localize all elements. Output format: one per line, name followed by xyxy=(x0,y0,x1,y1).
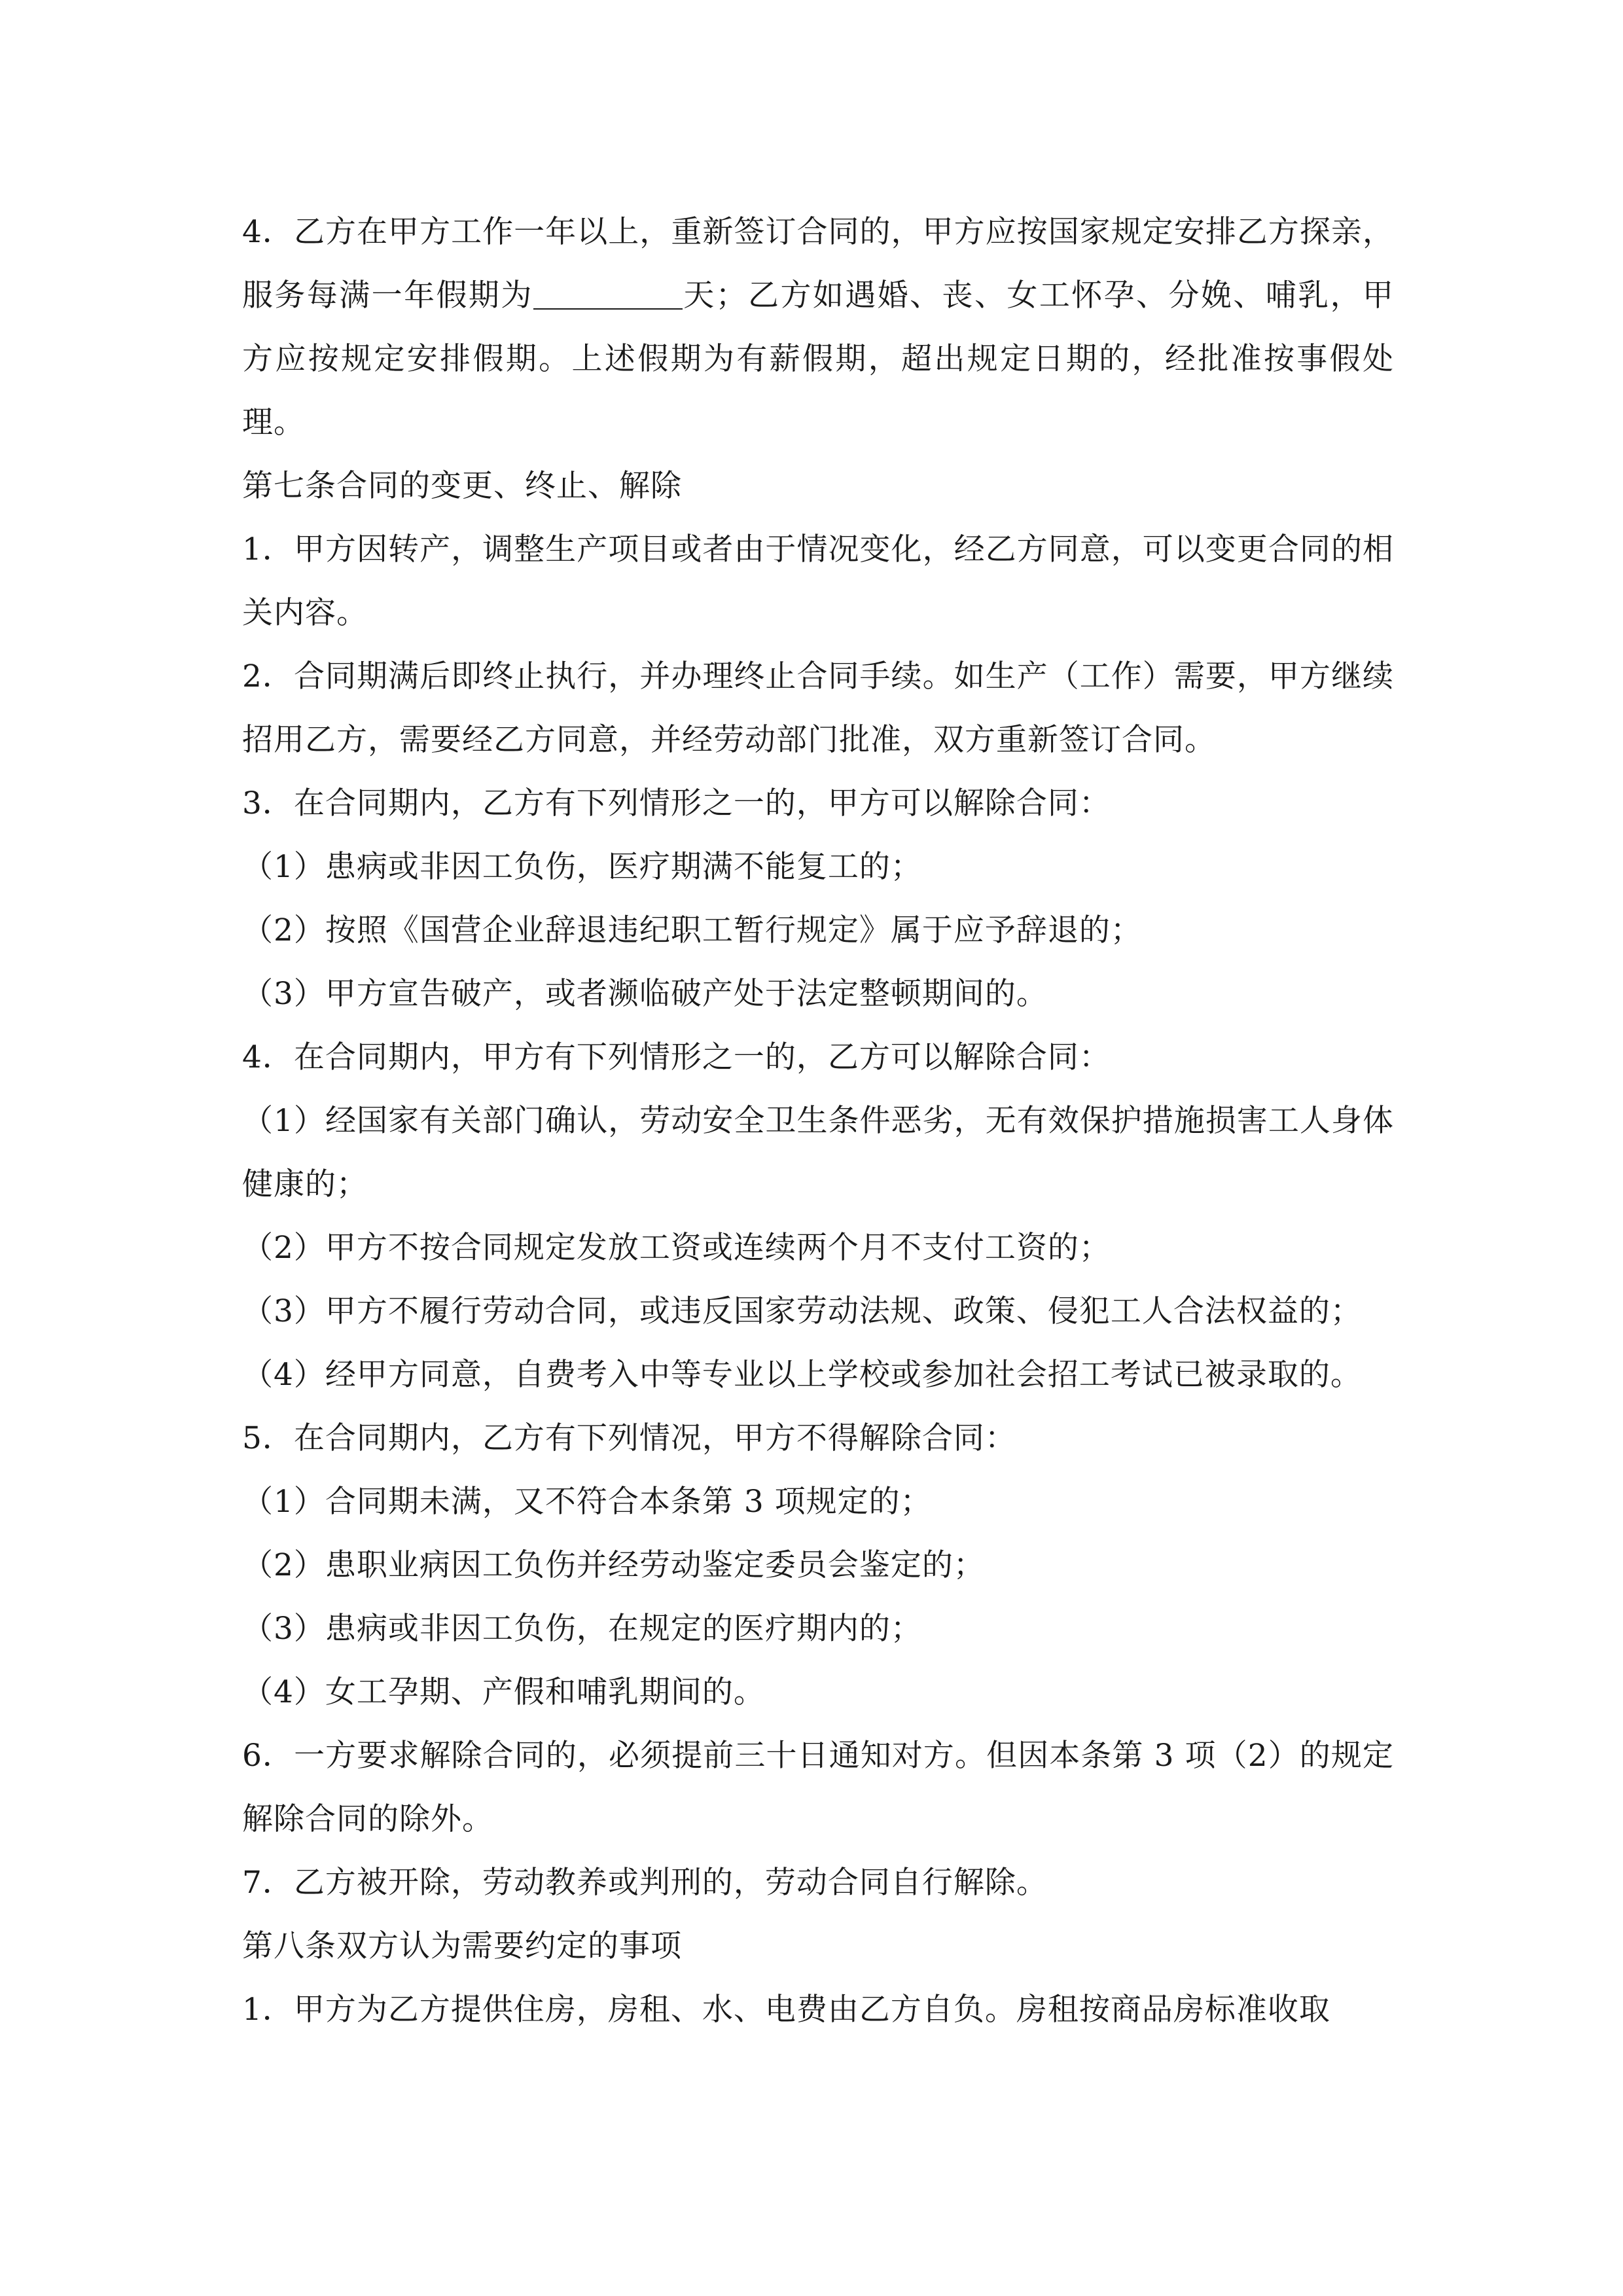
list-item: （2）甲方不按合同规定发放工资或连续两个月不支付工资的； xyxy=(242,1230,1111,1266)
document-body xyxy=(242,200,1394,2041)
list-item: （1）患病或非因工负伤，医疗期满不能复工的； xyxy=(242,849,922,885)
paragraph: 4．在合同期内，甲方有下列情形之一的，乙方可以解除合同： xyxy=(242,1039,1111,1075)
paragraph: 2．合同期满后即终止执行，并办理终止合同手续。如生产（工作）需要，甲方继续招用乙方，需要经乙方同意，并经劳动部门批准，双方重新签订合同。 xyxy=(242,658,1394,758)
list-item: （3）甲方不履行劳动合同，或违反国家劳动法规、政策、侵犯工人合法权益的； xyxy=(242,1293,1362,1329)
list-item: （3）患病或非因工负伤，在规定的医疗期内的； xyxy=(242,1611,922,1647)
fill-in-blank[interactable] xyxy=(533,278,683,310)
list-item: （4）女工孕期、产假和哺乳期间的。 xyxy=(242,1674,765,1710)
paragraph: 3．在合同期内，乙方有下列情形之一的，甲方可以解除合同： xyxy=(242,785,1111,821)
paragraph-home-leave xyxy=(242,200,1394,454)
paragraph-text: 天；乙方如遇婚、丧、女工怀孕、分娩、哺乳，甲方应按规定安排假期。上述假期为有薪假期，超出规定日期的，经批准按事假处理。 xyxy=(242,278,1395,440)
section-heading-article-7: 第七条合同的变更、终止、解除 xyxy=(242,468,682,504)
paragraph: 5．在合同期内，乙方有下列情况，甲方不得解除合同： xyxy=(242,1420,1016,1456)
list-item: （4）经甲方同意，自费考入中等专业以上学校或参加社会招工考试已被录取的。 xyxy=(242,1357,1362,1393)
list-item: （1）经国家有关部门确认，劳动安全卫生条件恶劣，无有效保护措施损害工人身体健康的； xyxy=(242,1103,1394,1202)
paragraph: 6．一方要求解除合同的，必须提前三十日通知对方。但因本条第 3 项（2）的规定解除合同的除外。 xyxy=(242,1738,1394,1837)
list-item: （1）合同期未满，又不符合本条第 3 项规定的； xyxy=(242,1484,932,1520)
paragraph: 1．甲方因转产，调整生产项目或者由于情况变化，经乙方同意，可以变更合同的相关内容。 xyxy=(242,531,1394,631)
section-heading-article-8: 第八条双方认为需要约定的事项 xyxy=(242,1928,682,1964)
paragraph: 1．甲方为乙方提供住房，房租、水、电费由乙方自负。房租按商品房标准收取 xyxy=(242,1992,1330,2028)
paragraph-text: 4．乙方在甲方工作一年以上，重新签订合同的，甲方应按国家规定安排乙方探亲，服务每满一年假期为 xyxy=(242,214,1394,314)
list-item: （2）按照《国营企业辞退违纪职工暂行规定》属于应予辞退的； xyxy=(242,912,1142,948)
list-item: （3）甲方宣告破产，或者濒临破产处于法定整顿期间的。 xyxy=(242,976,1048,1012)
paragraph: 7．乙方被开除，劳动教养或判刑的，劳动合同自行解除。 xyxy=(242,1865,1048,1901)
list-item: （2）患职业病因工负伤并经劳动鉴定委员会鉴定的； xyxy=(242,1547,985,1583)
